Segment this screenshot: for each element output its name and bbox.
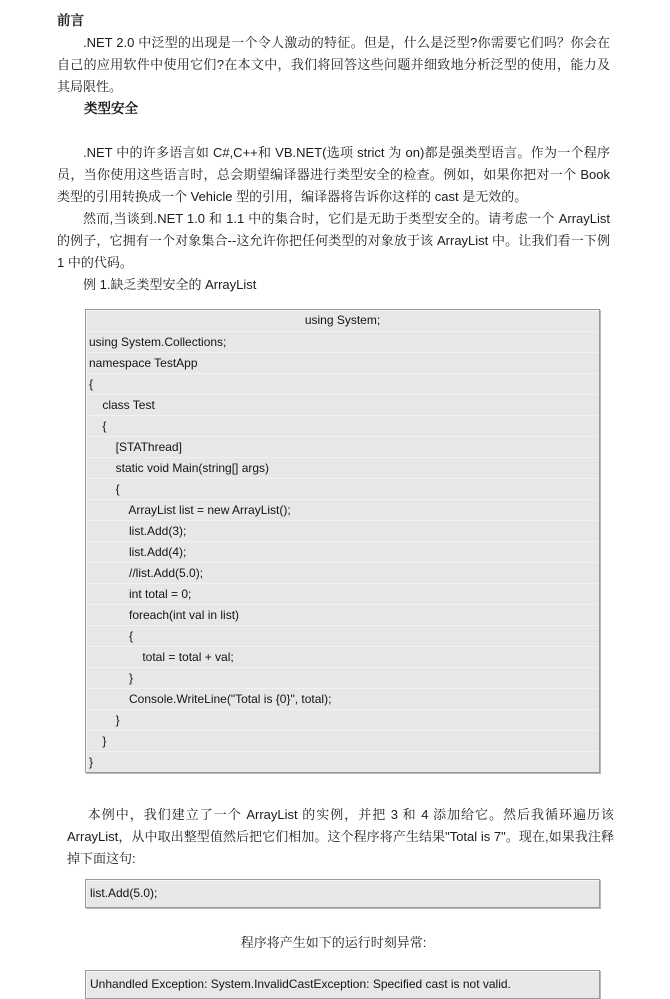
- code-line: }: [86, 709, 599, 730]
- code-line: }: [86, 667, 599, 688]
- code-block-add-line: [85, 879, 600, 908]
- strong-typing-paragraph: .NET 中的许多语言如 C#,C++和 VB.NET(选项 strict 为 on)都是强类型语言。作为一个程序员，当你使用这些语言时，总会期望编译器进行类型安全的检查。例如，如果你把对一个 Book 类型的引用转换成一个 Vehicle 型的引用，编译器将告诉你这样的 cast 是无效的。: [57, 145, 610, 204]
- runtime-exception-note: 程序将产生如下的运行时刻异常:: [240, 935, 427, 950]
- code-line: foreach(int val in list): [86, 604, 599, 625]
- code-line: [STAThread]: [86, 436, 599, 457]
- code-line: {: [86, 373, 599, 394]
- code-line: {: [86, 415, 599, 436]
- code-line: Console.WriteLine("Total is {0}", total);: [86, 688, 599, 709]
- explanation-paragraph: 本例中，我们建立了一个 ArrayList 的实例，并把 3 和 4 添加给它。然后我循环遍历该 ArrayList，从中取出整型值然后把它们相加。这个程序将产生结果"Total is 7"。现在,如果我注释掉下面这句:: [67, 807, 614, 866]
- example-caption: 例 1.缺乏类型安全的 ArrayList: [83, 277, 257, 292]
- heading-preface: 前言: [57, 13, 84, 28]
- code-line: //list.Add(5.0);: [86, 562, 599, 583]
- code-line: total = total + val;: [86, 646, 599, 667]
- exception-message-line: Unhandled Exception: System.InvalidCastException: Specified cast is not valid.: [90, 977, 511, 991]
- code-line: class Test: [86, 394, 599, 415]
- code-line: list.Add(3);: [86, 520, 599, 541]
- code-line: list.Add(4);: [86, 541, 599, 562]
- code-line-using-system: using System;: [304, 313, 381, 327]
- code-line: ArrayList list = new ArrayList();: [86, 499, 599, 520]
- code-line: namespace TestApp: [86, 352, 599, 373]
- code-line: {: [86, 478, 599, 499]
- code-block-example1: [85, 309, 600, 773]
- code-line: static void Main(string[] args): [86, 457, 599, 478]
- code-line: int total = 0;: [86, 583, 599, 604]
- heading-type-safety: 类型安全: [84, 101, 138, 116]
- code-line: }: [86, 751, 599, 772]
- collections-paragraph: 然而,当谈到.NET 1.0 和 1.1 中的集合时，它们是无助于类型安全的。请考虑一个 ArrayList 的例子，它拥有一个对象集合--这允许你把任何类型的对象放于该 ArrayList 中。让我们看一下例 1 中的代码。: [57, 211, 610, 270]
- code-line: {: [86, 625, 599, 646]
- code-block-exception: [85, 970, 600, 999]
- code-line-add: list.Add(5.0);: [90, 886, 158, 900]
- code-line: using System.Collections;: [86, 331, 599, 352]
- code-line: }: [86, 730, 599, 751]
- intro-paragraph: .NET 2.0 中泛型的出现是一个令人激动的特征。但是，什么是泛型?你需要它们吗？你会在自己的应用软件中使用它们?在本文中，我们将回答这些问题并细致地分析泛型的使用，能力及其局限性。: [57, 35, 610, 94]
